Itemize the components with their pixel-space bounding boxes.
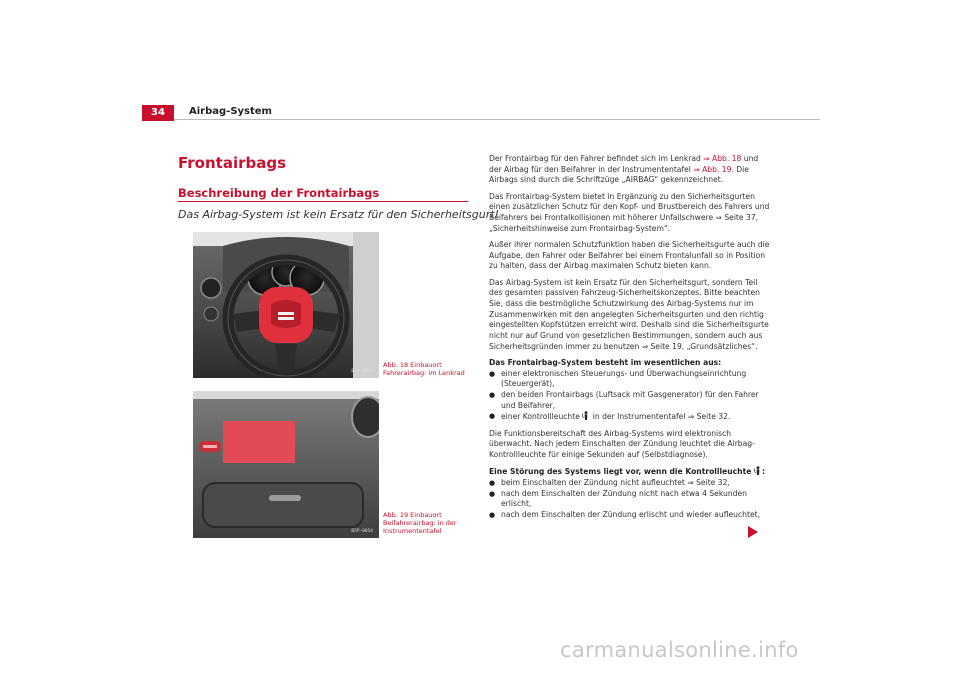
figure-steering-wheel <box>193 232 379 378</box>
figure-reference-link[interactable]: ⇒ Abb. 18 <box>703 154 742 163</box>
list-heading <box>489 466 771 478</box>
header-rule <box>174 119 820 120</box>
list-item: ● den beiden Frontairbags (Luftsack mit Gasgenerator) für den Fahrer und Beifahrer, <box>489 390 771 411</box>
watermark: carmanualsonline.info <box>560 638 799 662</box>
section-title: Frontairbags <box>178 154 287 172</box>
list-item: ● nach dem Einschalten der Zündung erlischt und wieder aufleuchtet, <box>489 510 771 521</box>
list-item: ● nach dem Einschalten der Zündung nicht nach etwa 4 Sekunden erlischt, <box>489 489 771 510</box>
text-run: in der Instrumententafel ⇒ Seite 32. <box>590 412 731 422</box>
text-run: Eine Störung des Systems liegt vor, wenn die Kontrollleuchte <box>489 467 754 477</box>
caption-line: Beifahrerairbag: in der <box>383 519 457 527</box>
text-run: und der Airbag für den Beifahrer in der Instrumententafel <box>489 154 759 174</box>
bullet-list <box>489 369 771 424</box>
page-number: 34 <box>142 105 174 121</box>
text-run: : <box>762 467 766 477</box>
figure-passenger-dashboard <box>193 391 379 538</box>
list-item: ● einer elektronischen Steuerungs- und Überwachungseinrichtung (Steuergerät), <box>489 369 771 390</box>
subsection-title: Beschreibung der Frontairbags <box>178 186 380 200</box>
paragraph: Das Airbag-System ist kein Ersatz für den Sicherheitsgurt, sondern Teil des gesamten passiven Fahrzeug-Sicherheitskonzeptes. Bitte beachten Sie, dass die bestmögliche Schutzwirkung des Airbag-Systems nur im Zusammenwirken mit den angelegten Sicherheitsgurten und den richtig eingestellten Kopfstützen erreicht wird. Deshalb sind die Sicherheitsgurte nicht nur auf Grund von gesetzlichen Bestimmungen, sondern auch aus Sicherheitsgründen immer zu benutzen ⇒ Seite 19, „Grundsätzliches“. <box>489 277 769 351</box>
caption-line: Instrumententafel <box>383 527 442 535</box>
caption-line: Abb. 19 Einbauort <box>383 511 442 519</box>
steering-wheel-illustration <box>193 232 379 378</box>
text-run: Der Frontairbag für den Fahrer befindet sich im Lenkrad <box>489 154 704 163</box>
paragraph: Das Frontairbag-System bietet in Ergänzung zu den Sicherheitsgurten einen zusätzlichen Schutz für den Kopf- und Brustbereich des Fahrers und Beifahrers bei Frontalkollisionen mit höherer Unfallschwere ⇒ Seite 37, „Sicherheitshinweise zum Frontairbag-System“. <box>489 191 770 233</box>
list-heading: Das Frontairbag-System besteht im wesentlichen aus: <box>489 357 722 367</box>
list-item <box>489 411 771 423</box>
figure-code: B5P-0053 <box>351 369 373 374</box>
subsection-rule <box>178 201 468 202</box>
text-run: einer Kontrollleuchte <box>501 412 583 422</box>
body-text <box>489 154 771 526</box>
caption-line: Fahrerairbag: im Lenkrad <box>383 369 465 377</box>
next-page-arrow-icon[interactable] <box>748 526 758 538</box>
passenger-dashboard-illustration <box>193 391 379 538</box>
airbag-warning-icon <box>754 466 762 475</box>
paragraph: Außer ihrer normalen Schutzfunktion haben die Sicherheitsgurte auch die Aufgabe, den Fahrer oder Beifahrer bei einem Frontalunfall so in Position zu halten, dass der Airbag maximalen Schutz bieten kann. <box>489 239 770 271</box>
list-item: ● beim Einschalten der Zündung nicht aufleuchtet ⇒ Seite 32, <box>489 478 771 489</box>
figure-caption <box>383 361 473 377</box>
caption-line: Abb. 18 Einbauort <box>383 361 442 369</box>
running-head: Airbag-System <box>189 106 272 117</box>
figure-code: B5P-0054 <box>351 529 373 534</box>
figure-caption <box>383 511 473 535</box>
lead-text: Das Airbag-System ist kein Ersatz für den Sicherheitsgurt! <box>178 208 499 221</box>
paragraph <box>489 154 771 186</box>
text-run: . Die Airbags sind durch die Schriftzüge „AIRBAG“ gekennzeichnet. <box>489 164 749 185</box>
figure-reference-link[interactable]: ⇒ Abb. 19 <box>693 164 732 174</box>
paragraph: Die Funktionsbereitschaft des Airbag-Systems wird elektronisch überwacht. Nach jedem Einschalten der Zündung leuchtet die Airbag-Kontrollleuchte für einige Sekunden auf (Selbstdiagnose). <box>489 428 755 460</box>
bullet-list <box>489 478 771 521</box>
